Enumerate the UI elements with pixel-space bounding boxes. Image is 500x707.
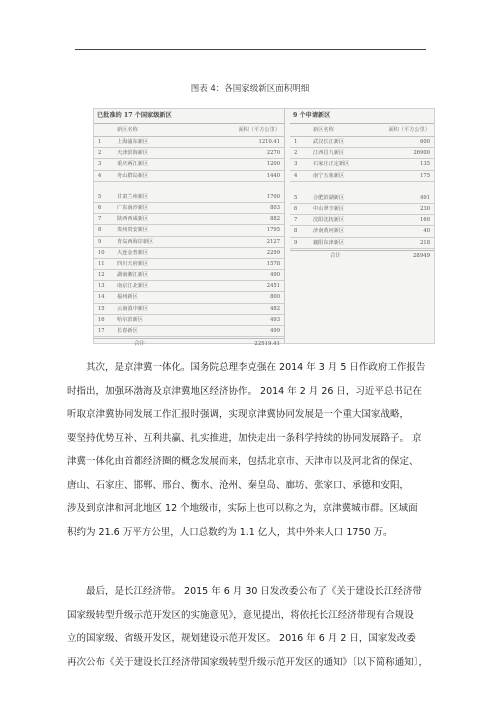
row-number: 14 (98, 294, 105, 301)
total-value: 28949 (412, 252, 430, 259)
row-number: 10 (98, 249, 105, 256)
approved-areas-rows (94, 137, 284, 337)
paragraph-line: 唐山、石家庄、邯郸、邢台、衡水、沧州、秦皇岛、廊坊、张家口、承德和安阳， (67, 479, 410, 491)
row-name: 中山翠亨新区 (313, 205, 345, 212)
row-area: 230 (420, 205, 430, 212)
approved-areas-column (94, 109, 285, 348)
row-gap (290, 182, 434, 193)
table-row (94, 159, 284, 170)
row-name: 湖南湘江新区 (117, 272, 149, 279)
table-row (94, 148, 284, 159)
row-name: 长春新区 (117, 328, 138, 334)
column-header-area: 面积（平方公里） (388, 127, 430, 133)
row-area: 490 (270, 272, 280, 279)
row-number: 1 (98, 139, 102, 145)
paragraph-line: 最后，是长江经济带。 2015 年 6 月 30 日发改委公布了《关于建设长江经济带 (86, 586, 422, 597)
paragraph-yangtze (67, 580, 437, 674)
row-area: 218 (420, 239, 430, 246)
row-name: 天津滨海新区 (117, 150, 149, 157)
table-row (94, 171, 284, 182)
row-number: 16 (98, 316, 105, 323)
table-row (94, 259, 284, 270)
table-row (94, 292, 284, 303)
row-number: 9 (294, 239, 298, 246)
row-name: 陕西西咸新区 (117, 216, 149, 223)
row-name: 上海浦东新区 (117, 139, 149, 145)
table-row (94, 203, 284, 214)
row-number: 12 (98, 272, 105, 279)
row-area: 135 (420, 161, 430, 168)
paragraph-line: 听取京津冀协同发展工作汇报时强调，实现京津冀协同发展是一个重大国家战略， (67, 409, 410, 420)
total-label: 合计 (134, 341, 145, 348)
row-number: 6 (294, 205, 298, 212)
row-name: 石家庄正定新区 (313, 161, 350, 168)
row-number: 2 (294, 150, 298, 157)
row-area: 2451 (266, 283, 280, 290)
row-area: 1795 (266, 227, 280, 234)
column-header-row (94, 124, 284, 137)
row-number: 1 (294, 139, 298, 145)
table-row (290, 171, 434, 182)
row-area: 2270 (266, 150, 280, 157)
row-area: 2299 (266, 249, 280, 256)
paragraph-line: 时指出，加强环渤海及京津冀地区经济协作。 2014 年 2 月 26 日，习近平总书记在 (67, 385, 422, 397)
row-area: 803 (270, 204, 280, 211)
table-row (290, 148, 434, 159)
row-gap (94, 182, 284, 192)
row-name: 青岛西海岸新区 (117, 238, 154, 245)
table-row (94, 270, 284, 281)
table-row (94, 214, 284, 225)
column-header-name: 新区名称 (313, 127, 334, 133)
paragraph-line: 津冀一体化由首都经济圈的概念发展而来，包括北京市、天津市以及河北省的保定、 (67, 456, 419, 467)
row-area: 882 (270, 216, 280, 223)
column-header-area: 面积（平方公里） (238, 127, 280, 133)
row-name: 南宁五象新区 (313, 172, 345, 179)
row-name: 贵州贵安新区 (117, 227, 149, 234)
row-number: 15 (98, 305, 105, 312)
row-number: 9 (98, 238, 102, 245)
table-row (94, 315, 284, 326)
row-name: 重庆两江新区 (117, 161, 149, 168)
figure-caption: 图表 4：各国家级新区面积明细 (190, 84, 310, 94)
table-row (94, 192, 284, 203)
paragraph-line: 立的国家级、省级开发区，规划建设示范开发区。 2016 年 6 月 2 日，国家发改委 (67, 633, 416, 644)
row-area: 160 (420, 217, 430, 224)
row-area: 175 (420, 172, 430, 179)
row-name: 甘肃兰州新区 (117, 193, 149, 200)
table-row (94, 326, 284, 337)
row-number: 5 (294, 194, 298, 201)
row-area: 40 (423, 228, 430, 235)
row-number: 6 (98, 204, 102, 211)
row-name: 广东南沙新区 (117, 204, 149, 211)
column-header-name: 新区名称 (117, 127, 138, 133)
row-name: 大连金普新区 (117, 249, 149, 256)
row-number: 7 (294, 217, 298, 224)
table-row (290, 159, 434, 170)
paragraph-line: 要坚持优势互补、互利共赢、扎实推进，加快走出一条科学持续的协同发展路子。 京 (67, 432, 422, 444)
table-row (290, 137, 434, 148)
approved-total-row (94, 338, 284, 350)
row-area: 491 (420, 194, 430, 201)
row-number: 13 (98, 283, 105, 290)
applying-areas-column (290, 109, 434, 343)
row-name: 南京江北新区 (117, 283, 149, 290)
row-number: 4 (98, 172, 102, 179)
table-row (94, 304, 284, 315)
table-row (290, 226, 434, 237)
table-row (290, 215, 434, 226)
row-area: 482 (270, 305, 280, 312)
table-row (94, 237, 284, 248)
column-header-row (290, 124, 434, 137)
row-number: 5 (98, 193, 102, 200)
approved-areas-header: 已批准的 17 个国家级新区 (94, 109, 284, 124)
row-number: 3 (294, 161, 298, 168)
row-name: 襄阳东津新区 (313, 239, 345, 246)
row-area: 499 (270, 328, 280, 334)
row-name: 江西昌九新区 (313, 150, 345, 157)
row-name: 舟山群岛新区 (117, 172, 149, 179)
row-name: 武汉长江新区 (313, 139, 345, 145)
row-area: 600 (420, 139, 430, 145)
total-value: 22519.41 (254, 341, 280, 348)
table-row (94, 248, 284, 259)
total-label: 合计 (330, 252, 341, 259)
row-number: 8 (294, 228, 298, 235)
paragraph-line: 涉及到京津和河北地区 12 个地级市，实际上也可以称之为，京津冀城市群。区域面 (67, 503, 418, 514)
paragraph-line: 再次公布《关于建设长江经济带国家级转型升级示范开发区的通知》〔以下简称通知〕， (67, 656, 429, 668)
table-row (290, 204, 434, 215)
row-number: 2 (98, 150, 102, 157)
row-number: 8 (98, 227, 102, 234)
row-area: 26900 (413, 150, 430, 157)
row-area: 1440 (266, 172, 280, 179)
row-number: 3 (98, 161, 102, 168)
row-number: 4 (294, 172, 298, 179)
row-area: 2127 (266, 238, 280, 245)
applying-areas-header: 9 个申请新区 (290, 109, 434, 124)
table-row (94, 137, 284, 148)
applying-total-row (290, 250, 434, 262)
row-area: 800 (270, 294, 280, 301)
new-areas-table-image (93, 108, 435, 348)
row-name: 福州新区 (117, 294, 138, 301)
table-row (290, 238, 434, 249)
row-name: 哈尔滨新区 (117, 316, 143, 323)
row-area: 1578 (266, 260, 280, 267)
row-area: 1210.41 (258, 139, 280, 145)
table-row (94, 281, 284, 292)
row-number: 11 (98, 260, 105, 267)
row-name: 云南滇中新区 (117, 305, 149, 312)
paragraph-line: 积约为 21.6 万平方公里，人口总数约为 1.1 亿人，其中外来人口 1750 万。 (67, 526, 393, 538)
row-name: 四川天府新区 (117, 260, 149, 267)
row-name: 合肥滨湖新区 (313, 194, 345, 201)
row-area: 493 (270, 316, 280, 323)
table-row (94, 225, 284, 236)
row-name: 济南黄河新区 (313, 228, 345, 235)
row-name: 沈阳沈抚新区 (313, 217, 345, 224)
row-number: 17 (98, 328, 105, 334)
row-area: 1700 (266, 193, 280, 200)
row-number: 7 (98, 216, 102, 223)
paragraph-jingjinji (67, 356, 437, 544)
applying-areas-rows (290, 137, 434, 262)
header-rule (75, 49, 426, 50)
table-row (290, 193, 434, 204)
paragraph-line: 国家级转型升级示范开发区的实施意见》，意见提出，将依托长江经济带现有合规设 (67, 609, 414, 621)
row-area: 1200 (266, 161, 280, 168)
paragraph-line: 其次，是京津冀一体化。国务院总理李克强在 2014 年 3 月 5 日作政府工作报告 (86, 362, 426, 373)
